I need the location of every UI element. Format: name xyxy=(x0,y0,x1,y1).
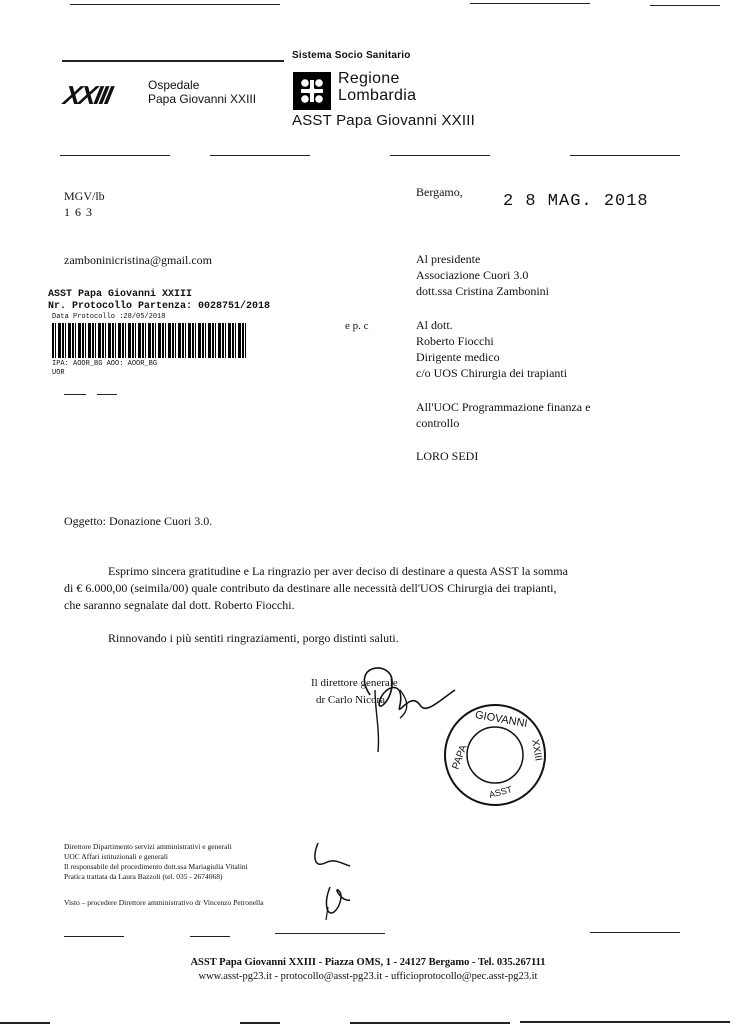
hospital-name-line1: Ospedale xyxy=(148,78,200,92)
signature-name: dr Carlo Nicora xyxy=(316,694,386,706)
cc-line: Roberto Fiocchi xyxy=(416,334,494,348)
hospital-name-line2: Papa Giovanni XXIII xyxy=(148,92,257,106)
region-line2: Lombardia xyxy=(338,87,417,104)
official-round-stamp-icon xyxy=(440,700,550,810)
stamp-text-top: GIOVANNI xyxy=(474,709,529,731)
visto-line: Visto – procedere Direttore amministrativo dr Vincenzo Petronella xyxy=(64,898,264,907)
recipient-line: dott.ssa Cristina Zambonini xyxy=(416,284,549,298)
reference-code: MGV/lb xyxy=(64,189,105,203)
letterhead-rule xyxy=(62,60,284,62)
bottom-edge-rule-3 xyxy=(350,1022,510,1024)
region-line1: Regione xyxy=(338,70,400,87)
stamp-text-right: XXIII xyxy=(529,738,544,762)
footnote-line: Pratica trattata da Laura Bazzoli (tel. 035 - 2674068) xyxy=(64,872,223,881)
reference-number: 1 6 3 xyxy=(64,205,93,219)
recipient-line: Associazione Cuori 3.0 xyxy=(416,268,529,282)
protocol-line1: ASST Papa Giovanni XXIII xyxy=(48,289,193,300)
footer-separator-3 xyxy=(275,933,385,934)
bottom-edge-rule-4 xyxy=(520,1021,730,1023)
header-separator-1 xyxy=(60,155,170,156)
stamp-text-bottom: ASST xyxy=(487,784,514,800)
header-separator-3 xyxy=(390,155,490,156)
header-separator-4 xyxy=(570,155,680,156)
protocol-line2: Nr. Protocollo Partenza: 0028751/2018 xyxy=(48,301,271,312)
protocol-rule-1 xyxy=(64,394,86,395)
initials-signature-icon xyxy=(310,838,355,873)
place: Bergamo, xyxy=(416,185,463,199)
header-separator-2 xyxy=(210,155,310,156)
asst-name: ASST Papa Giovanni XXIII xyxy=(292,112,475,129)
protocol-line3: Data Protocollo :28/05/2018 xyxy=(52,313,166,321)
visto-signature-icon xyxy=(320,882,356,922)
protocol-line4: IPA: AOOR_BG AOO: AOOR_BG xyxy=(52,360,158,368)
footnote-line: Direttore Dipartimento servizi amministrativi e generali xyxy=(64,842,232,851)
bottom-edge-rule-1 xyxy=(0,1022,50,1024)
office-line: All'UOC Programmazione finanza e xyxy=(416,400,591,414)
cc-line: Dirigente medico xyxy=(416,350,500,364)
signature-title: Il direttore generale xyxy=(311,677,398,689)
footnote-line: Il responsabile del procedimento dott.ssa Mariagiulia Vitalini xyxy=(64,862,248,871)
cc-line: Al dott. xyxy=(416,318,453,332)
protocol-rule-2 xyxy=(97,394,117,395)
body-paragraph-2: Rinnovando i più sentiti ringraziamenti, porgo distinti saluti. xyxy=(108,631,399,645)
protocol-line5: UOR xyxy=(52,369,65,377)
footer-separator-4 xyxy=(590,932,680,933)
body-paragraph-1-line-1: Esprimo sincera gratitudine e La ringrazio per aver deciso di destinare a questa ASST la somma xyxy=(108,564,568,578)
recipient-line: Al presidente xyxy=(416,252,481,266)
protocol-barcode xyxy=(52,323,247,358)
bottom-edge-rule-2 xyxy=(240,1022,280,1024)
system-label: Sistema Socio Sanitario xyxy=(292,50,411,61)
top-edge-rule-left xyxy=(70,4,280,5)
office-line: controllo xyxy=(416,416,460,430)
body-paragraph-1-line-3: che saranno segnalate dal dott. Roberto Fiocchi. xyxy=(64,598,295,612)
top-edge-rule-mid xyxy=(470,3,590,4)
stamp-text-left: PAPA xyxy=(450,743,470,772)
footer-separator-2 xyxy=(190,936,230,937)
cc-label: e p. c xyxy=(345,320,369,332)
footer-separator-1 xyxy=(64,936,124,937)
date-stamp: 2 8 MAG. 2018 xyxy=(503,192,649,211)
footer-address: ASST Papa Giovanni XXIII - Piazza OMS, 1 - 24127 Bergamo - Tel. 035.267111 xyxy=(190,957,546,968)
closing-line: LORO SEDI xyxy=(416,449,479,463)
hospital-logo: XXIII xyxy=(60,80,114,110)
cc-line: c/o UOS Chirurgia dei trapianti xyxy=(416,366,568,380)
footnote-line: UOC Affari istituzionali e generali xyxy=(64,852,169,861)
top-edge-rule-right xyxy=(650,5,720,6)
recipient-email: zamboninicristina@gmail.com xyxy=(64,253,213,267)
footer-contacts: www.asst-pg23.it - protocollo@asst-pg23.it - ufficioprotocollo@pec.asst-pg23.it xyxy=(198,971,538,982)
subject: Oggetto: Donazione Cuori 3.0. xyxy=(64,514,213,528)
body-paragraph-1-line-2: di € 6.000,00 (seimila/00) quale contributo da destinare alle necessità dell'UOS Chirurgia dei trapianti, xyxy=(64,581,557,595)
region-logo-icon xyxy=(293,72,331,110)
